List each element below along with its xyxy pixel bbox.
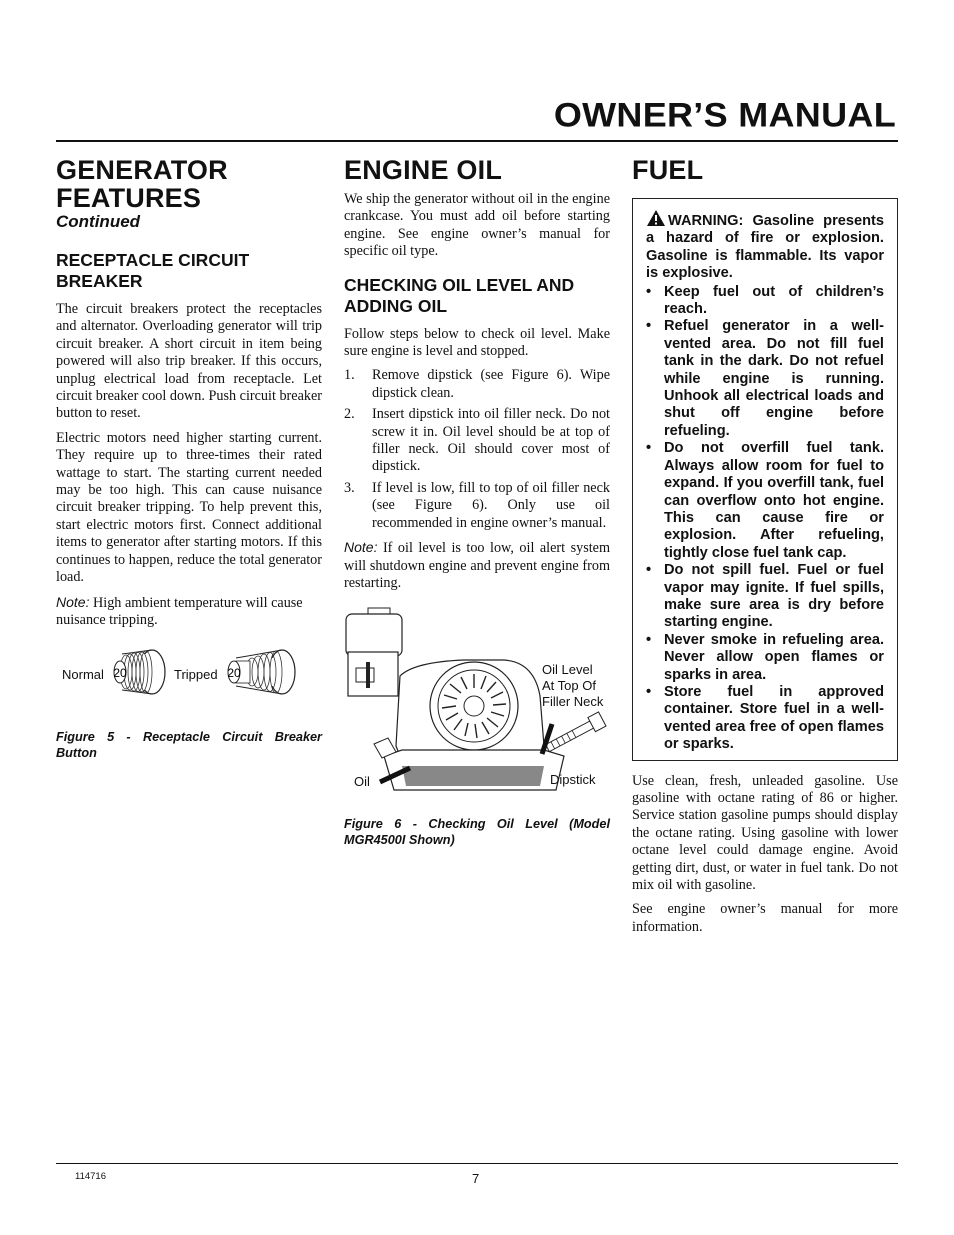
note-text: If oil level is too low, oil alert system will shutdown engine and prevent engine from restarting. bbox=[344, 540, 610, 591]
fuel-column bbox=[632, 156, 898, 943]
breaker-note bbox=[56, 594, 322, 630]
oil-level-label-1: Oil Level bbox=[542, 662, 593, 678]
note-label: Note: bbox=[56, 593, 90, 610]
step-text: Insert dipstick into oil filler neck. Do not screw it in. Oil level should be at top of filler neck. Oil should cover most of dipstick. bbox=[372, 406, 610, 475]
engine-oil-intro: We ship the generator without oil in the engine crankcase. You must add oil before starting engine. See engine owner’s manual for specific oil type. bbox=[344, 191, 610, 260]
warning-text: WARNING: Gasoline presents a hazard of fire or explosion. Gasoline is flammable. Its vapor is explosive. bbox=[646, 213, 884, 282]
step-number: 2. bbox=[344, 406, 355, 423]
bullet-icon: • bbox=[646, 562, 652, 579]
normal-label: Normal bbox=[62, 667, 104, 683]
section-title-features: FEATURES bbox=[56, 183, 202, 213]
oil-steps-list bbox=[344, 367, 610, 532]
warning-item bbox=[646, 632, 884, 684]
engine-oil-column bbox=[344, 156, 610, 848]
warning-item-text: Do not overfill fuel tank. Always allow room for fuel to expand. If you overfill tank, fuel can overflow onto hot engine. This can cause fire or explosion. After refueling, tightly close fuel tank cap. bbox=[664, 440, 884, 561]
fuel-warning-box bbox=[632, 198, 898, 761]
figure-6-engine-oil bbox=[344, 606, 610, 814]
checking-oil-heading: CHECKING OIL LEVEL AND ADDING OIL bbox=[344, 274, 575, 316]
figure-5-breaker-buttons bbox=[56, 647, 322, 729]
fuel-paragraph-1: Use clean, fresh, unleaded gasoline. Use gasoline with octane rating of 86 or higher. Service station gasoline pumps should display the octane rating. Using gasoline with lower octane level could damage engine. Avoid getting dirt, dust, or water in fuel tank. Do not mix oil with gasoline. bbox=[632, 772, 898, 894]
dipstick-label: Dipstick bbox=[550, 772, 596, 788]
document-number: 114716 bbox=[75, 1171, 106, 1182]
header-divider bbox=[56, 140, 898, 142]
breaker-normal-value: 20 bbox=[113, 666, 127, 681]
section-title-generator: GENERATOR bbox=[56, 155, 228, 185]
bullet-icon: • bbox=[646, 631, 652, 648]
oil-step bbox=[344, 367, 610, 402]
fuel-paragraph-2: See engine owner’s manual for more information. bbox=[632, 901, 898, 935]
oil-note bbox=[344, 539, 610, 592]
page-number: 7 bbox=[472, 1171, 480, 1186]
oil-level-label-3: Filler Neck bbox=[542, 694, 604, 710]
bullet-icon: • bbox=[646, 683, 652, 700]
step-text: If level is low, fill to top of oil filler neck (see Figure 6). Only use oil recommended in engine owner’s manual. bbox=[372, 479, 610, 531]
oil-label: Oil bbox=[354, 774, 370, 790]
breaker-normal-icon bbox=[110, 647, 168, 703]
breaker-tripped-icon bbox=[222, 647, 298, 703]
bullet-icon: • bbox=[646, 318, 652, 335]
step-text: Remove dipstick (see Figure 6). Wipe dipstick clean. bbox=[372, 367, 610, 401]
section-title-engine-oil: ENGINE OIL bbox=[344, 155, 503, 185]
figure-6-caption: Figure 6 - Checking Oil Level (Model MGR4500I Shown) bbox=[344, 817, 610, 848]
oil-level-label-2: At Top Of bbox=[542, 678, 596, 694]
breaker-tripped-value: 20 bbox=[227, 666, 241, 681]
page-header-title: OWNER’S MANUAL bbox=[553, 95, 896, 134]
figure-5-caption: Figure 5 - Receptacle Circuit Breaker Button bbox=[56, 730, 322, 761]
tripped-label: Tripped bbox=[174, 667, 218, 683]
warning-item bbox=[646, 284, 884, 319]
warning-item bbox=[646, 684, 884, 754]
warning-item bbox=[646, 562, 884, 632]
warning-item-text: Keep fuel out of children’s reach. bbox=[664, 283, 884, 318]
note-label: Note: bbox=[344, 539, 378, 556]
section-title-fuel: FUEL bbox=[632, 155, 704, 185]
warning-item-text: Store fuel in approved container. Store fuel in a well-vented area free of open flames or sparks. bbox=[664, 683, 884, 753]
steps-intro: Follow steps below to check oil level. Make sure engine is level and stopped. bbox=[344, 325, 610, 360]
receptacle-breaker-heading: RECEPTACLE CIRCUIT BREAKER bbox=[56, 250, 250, 291]
oil-step bbox=[344, 406, 610, 476]
bullet-icon: • bbox=[646, 440, 652, 457]
continued-label: Continued bbox=[56, 212, 141, 231]
warning-item-text: Do not spill fuel. Fuel or fuel vapor may ignite. If fuel spills, make sure area is dry before starting engine. bbox=[664, 562, 884, 631]
warning-item bbox=[646, 440, 884, 562]
note-text: High ambient temperature will cause nuisance tripping. bbox=[56, 594, 303, 628]
warning-item-text: Never smoke in refueling area. Never allow open flames or sparks in area. bbox=[664, 631, 884, 683]
breaker-paragraph-1: The circuit breakers protect the receptacles and alternator. Overloading generator will trip circuit breaker. A short circuit in item being powered will also trip breaker. If this occurs, unplug electrical load from receptacle. Let circuit breaker cool down. Push circuit breaker button to reset. bbox=[56, 301, 322, 422]
step-number: 1. bbox=[344, 367, 355, 384]
step-number: 3. bbox=[344, 479, 355, 496]
bullet-icon: • bbox=[646, 283, 652, 300]
warning-heading bbox=[646, 209, 884, 283]
generator-features-column bbox=[56, 156, 322, 761]
warning-list bbox=[646, 284, 884, 754]
warning-item bbox=[646, 318, 884, 440]
breaker-paragraph-2: Electric motors need higher starting current. They require up to three-times their rated wattage to start. The starting current needed may be too high. This can cause nuisance circuit breaker tripping. To help prevent this, start electric motors first. Connect additional items to generator after starting motors. If this continues to happen, reduce the total generator load. bbox=[56, 429, 322, 586]
warning-item-text: Refuel generator in a well-vented area. Do not fill fuel tank in the dark. Do not refuel while engine is running. Unhook all electrical loads and shut off engine before refueling. bbox=[664, 318, 884, 439]
warning-triangle-icon bbox=[646, 209, 666, 227]
oil-step bbox=[344, 480, 610, 532]
footer-divider bbox=[56, 1163, 898, 1164]
